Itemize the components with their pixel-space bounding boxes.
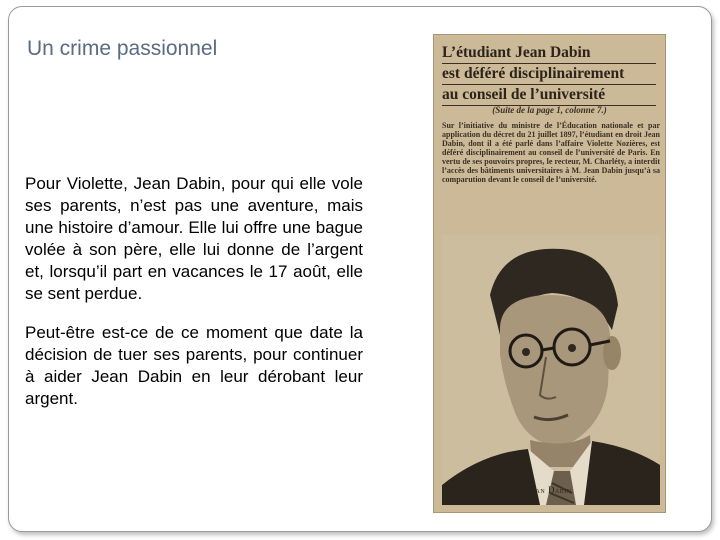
photo-caption: Jean Dabin xyxy=(527,485,572,495)
portrait-photo xyxy=(442,235,660,505)
headline-line-2: est déféré disciplinairement xyxy=(442,64,656,85)
slide-title: Un crime passionnel xyxy=(27,37,218,60)
clipping-article-text: Sur l’initiative du ministre de l’Éducation nationale et par application du décret du 21 juillet 1897, l’étudiant en droit Jean Dabin, dont il a été parlé dans l’affaire Violette Nozières, est déféré disciplinairement au conseil de l’université de Paris. En vertu de ses pouvoirs propres, le recteur, M. Charléty, a interdit l’accès des bâtiments universitaires à M. Jean Dabin jusqu’à sa comparution devant le conseil de l’université. xyxy=(442,121,660,184)
clipping-headline xyxy=(442,43,656,106)
paragraph-1: Pour Violette, Jean Dabin, pour qui elle vole ses parents, n’est pas une aventure, mais une histoire d’amour. Elle lui offre une bague volée à son père, elle lui donne de l’argent et, lorsqu’il part en vacances le 17 août, elle se sent perdue. xyxy=(25,174,363,303)
newspaper-clipping xyxy=(433,34,666,513)
headline-line-3: au conseil de l’université xyxy=(442,85,656,106)
headline-line-1: L’étudiant Jean Dabin xyxy=(442,43,656,64)
slide xyxy=(8,6,712,532)
clipping-continuation-note: (Suite de la page 1, colonne 7.) xyxy=(492,105,607,115)
paragraph-2: Peut-être est-ce de ce moment que date la décision de tuer ses parents, pour continuer à aider Jean Dabin en leur dérobant leur argent. xyxy=(25,323,363,408)
